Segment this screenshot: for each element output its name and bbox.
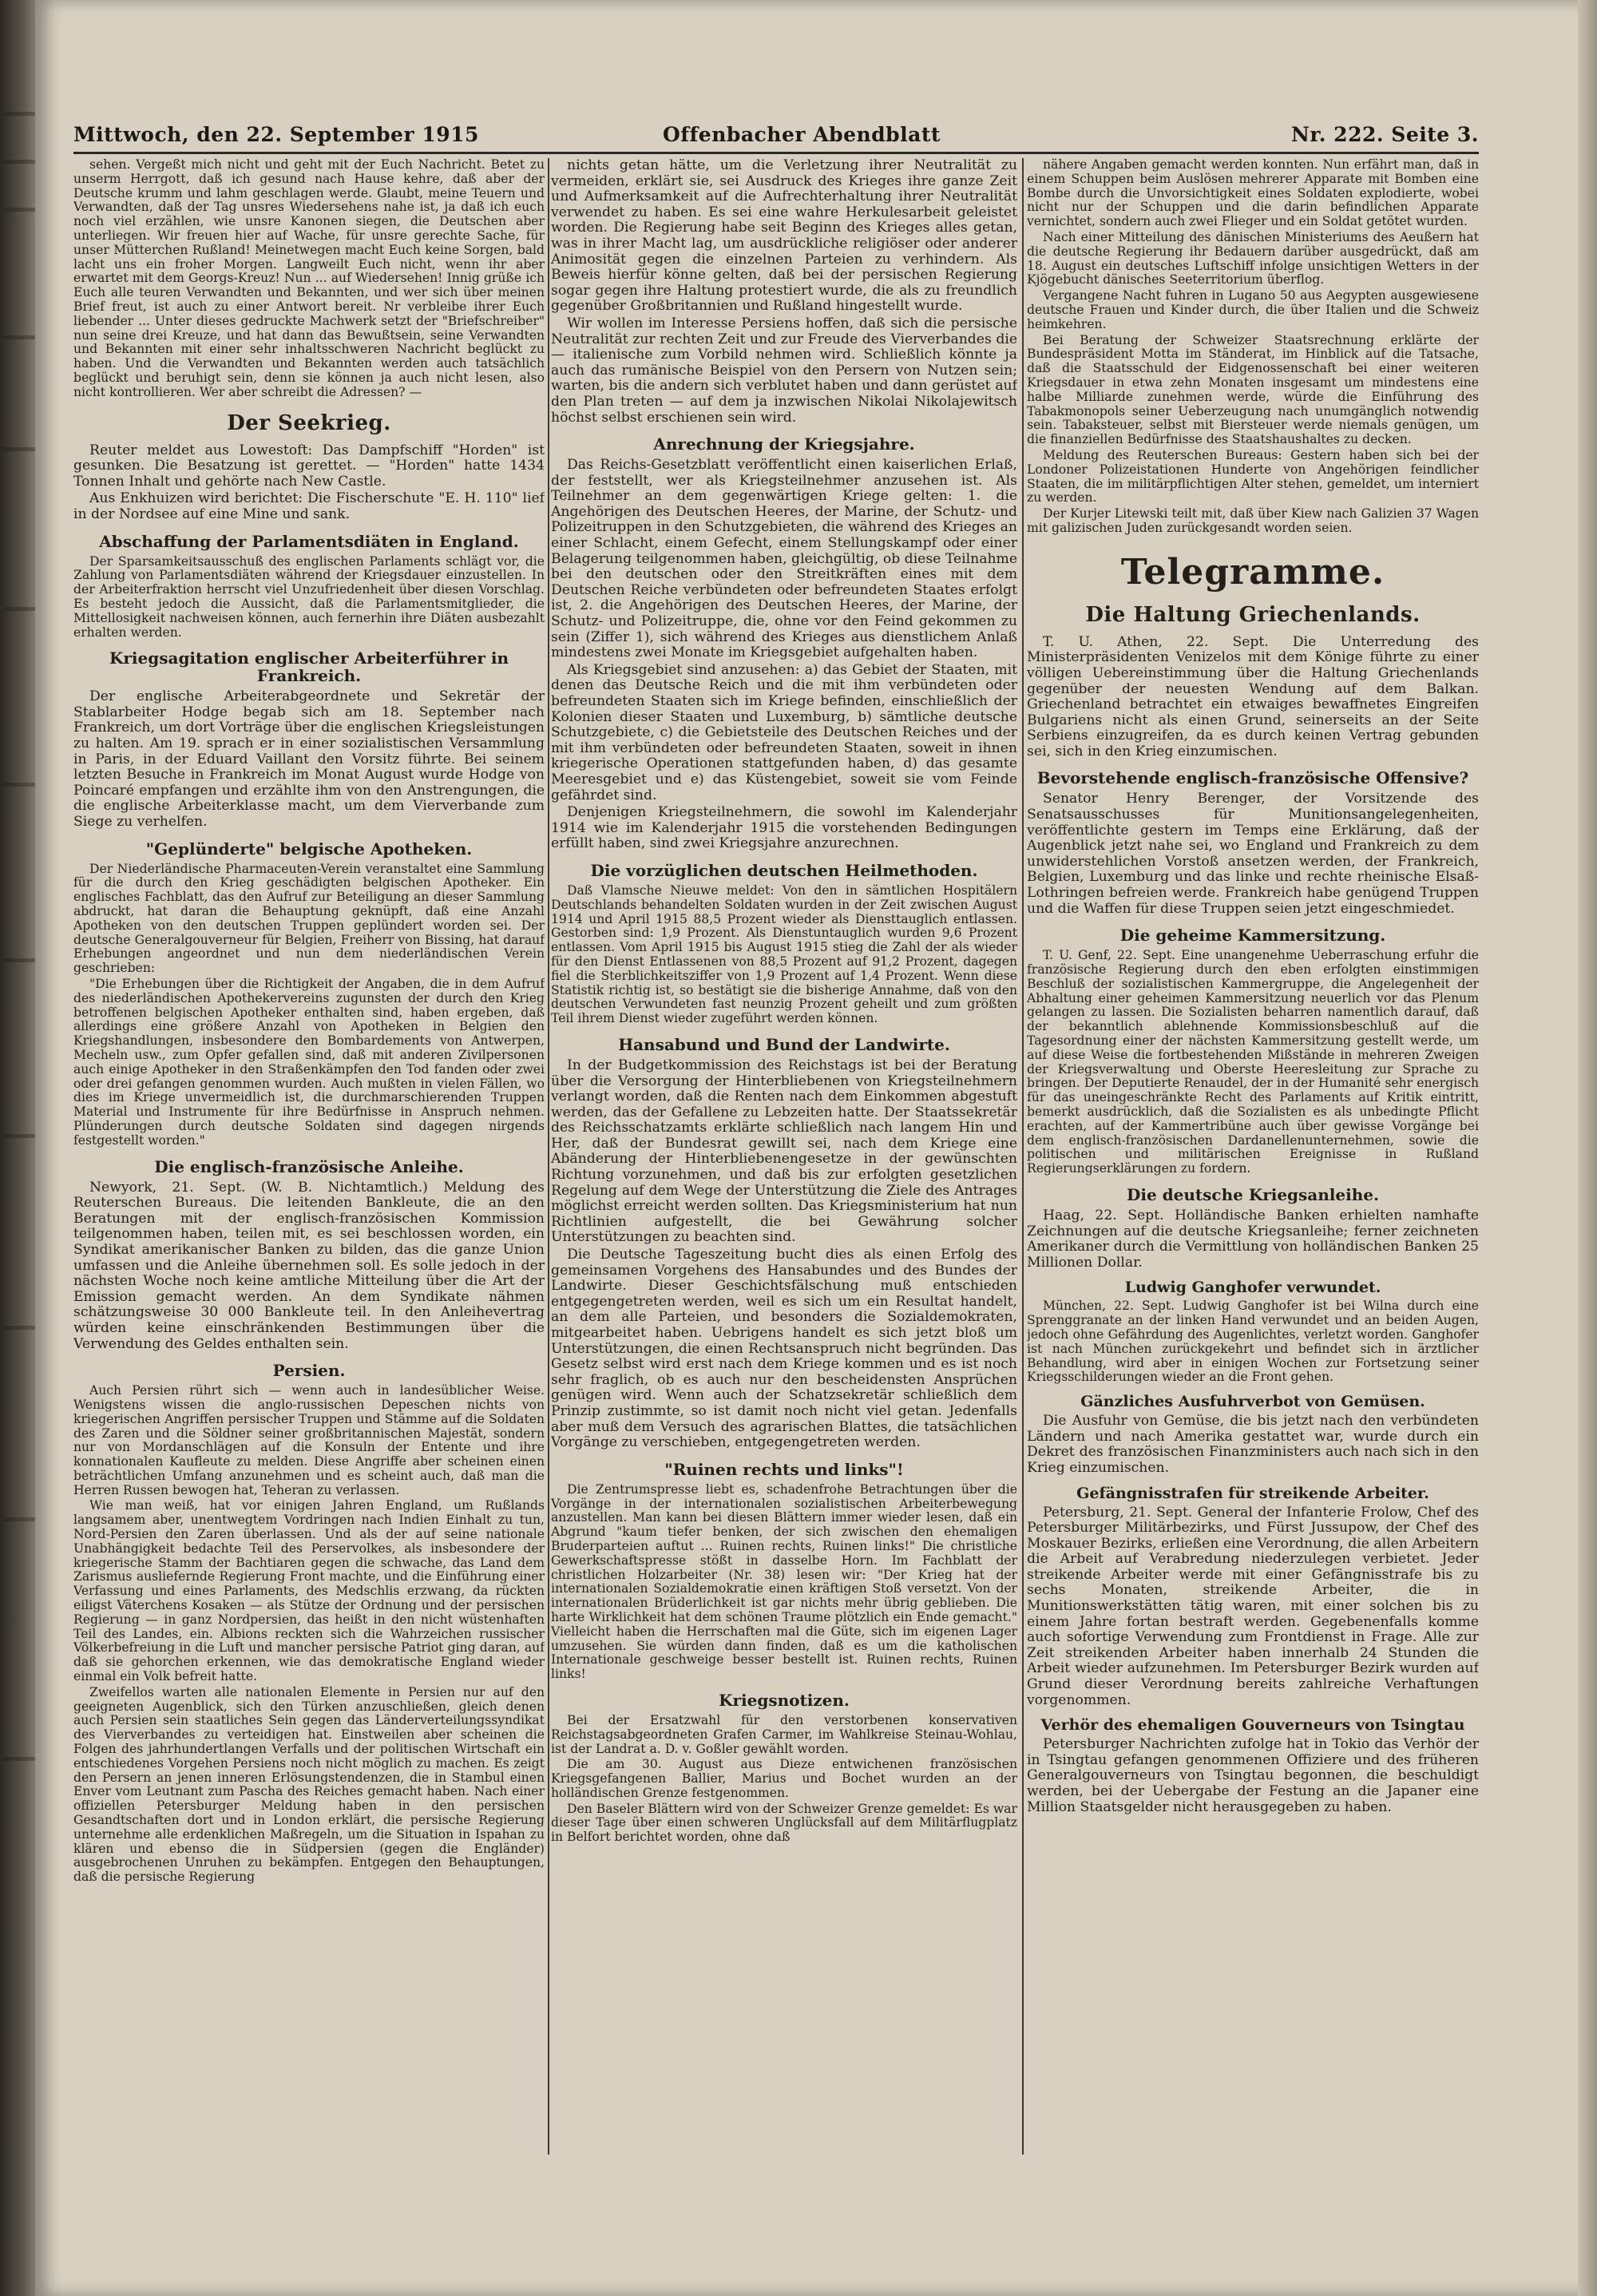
headline-kriegsanleihe: Die deutsche Kriegsanleihe. — [1127, 1184, 1379, 1204]
headline-ganghofer: Ludwig Ganghofer verwundet. — [1124, 1279, 1381, 1297]
paragraph: Der Kurjer Litewski teilt mit, daß über Kiew nach Galizien 37 Wagen mit galizischen Juden zurückgesandt worden seien. — [1027, 506, 1479, 535]
headline-seekrieg: Der Seekrieg. — [227, 410, 391, 435]
header-date: Mittwoch, den 22. September 1915 — [73, 123, 479, 146]
header-page-number: Nr. 222. Seite 3. — [1291, 123, 1479, 146]
headline-apotheken: "Geplünderte" belgische Apotheken. — [145, 839, 473, 859]
paragraph: Die Deutsche Tageszeitung bucht dies als einen Erfolg des gemeinsamen Vorgehens des Hansabundes und des Bundes der Landwirte. Dieser Geschichtsfälschung muß entschieden entgegengetreten werden, weil es sich um ein Resultat handelt, an dem alle Parteien, und besonders die Sozialdemokraten, mitgearbeitet haben. Uebrigens handelt es sich jetzt bloß um Unterstützungen, die einen Rechtsanspruch nicht begründen. Das Gesetz selbst wird erst nach dem Kriege kommen und es ist noch sehr fraglich, ob es auch nur den bescheidensten Ansprüchen genügen wird. Wenn auch der Schatzsekretär schließlich dem Prinzip zustimmte, so ist damit noch nicht viel getan. Jedenfalls aber muß dem Versuch des agrarischen Blattes, die tatsächlichen Vorgänge zu verschieben, entgegengetreten werden. — [551, 1247, 1017, 1451]
paragraph: Wir wollen im Interesse Persiens hoffen, daß sich die persische Neutralität zur rechten Zeit und zur Freude des Vierverbandes die — italienische zum Vorbild nehmen wird. Schließlich könnte ja auch das rumänische Beispiel von den Persern von Nutzen sein; warten, bis die andern sich verblutet haben und dann gerüstet auf den Plan treten — auf dem ja inzwischen Nikolai Nikolajewitsch höchst selbst erschienen sein wird. — [551, 315, 1017, 426]
paragraph: "Die Erhebungen über die Richtigkeit der Angaben, die in dem Aufruf des niederländischen Apothekervereins zugunsten der durch den Krieg betroffenen belgischen Apotheker enthalten sind, haben ergeben, daß allerdings eine größere Anzahl von Apotheken in Belgien den Kriegshandlungen, insbesondere den Bombardements von Antwerpen, Mecheln usw., zum Opfer gefallen sind, daß mit anderen Zivilpersonen auch einige Apotheker in den Straßenkämpfen den Tod fanden oder zwei oder drei gefangen genommen wurden. Auch mußten in vielen Fällen, wo dies im Kriege unvermeidlich ist, die durchmarschierenden Truppen Material und Instrumente für ihre Bedürfnisse in Anspruch nehmen. Plünderungen durch deutsche Soldaten sind dagegen nirgends festgestellt worden." — [73, 977, 545, 1148]
article-continuation: nähere Angaben gemacht werden konnten. Nun erfährt man, daß in einem Schuppen beim Auslösen mehrerer Apparate mit Bomben eine Bombe durch die Unvorsichtigkeit eines Soldaten explodierte, wobei nicht nur der Schuppen und die darin befindlichen Apparate vernichtet, sondern auch zwei Flieger und ein Soldat getötet wurden. — [1027, 158, 1479, 229]
paragraph: Wie man weiß, hat vor einigen Jahren England, um Rußlands langsamem aber, unentwegtem Vordringen nach Indien Einhalt zu tun, Nord-Persien den Zaren überlassen. Und als der auf seine nationale Unabhängigkeit bedachte Teil des Perservolkes, als insbesondere der kriegerische Stamm der Bachtiaren gegen die schwache, das Land dem Zarismus ausliefernde Regierung Front machte, und die Einführung einer Verfassung und eines Parlaments, des Medschlis erzwang, da rückten eiligst Väterchens Kosaken — als Stütze der Ordnung und der persischen Regierung — in ganz Nordpersien, das heißt in den nicht wüstenhaften Teil des Landes, ein. Albions reckten sich die Wahrzeichen russischer Völkerbefreiung in die Luft und mancher persische Patriot ging daran, auf daß sie gehorchen erkennen, wie das demokratische England wieder einmal ein Volk befreit hatte. — [73, 1498, 545, 1684]
headline-persien: Persien. — [272, 1361, 346, 1381]
paragraph: München, 22. Sept. Ludwig Ganghofer ist bei Wilna durch eine Sprenggranate an der linken Hand verwundet und an beiden Augen, jedoch ohne Gefährdung des Augenlichtes, verletzt worden. Ganghofer ist nach München zurückgekehrt und befindet sich in ärztlicher Behandlung, wird aber in einigen Wochen zur Fortsetzung seiner Kriegsschilderungen wieder an die Front gehen. — [1027, 1299, 1479, 1385]
paragraph: Bei Beratung der Schweizer Staatsrechnung erklärte der Bundespräsident Motta im Ständerat, im Hinblick auf die Tatsache, daß die Staatsschuld der Eidgenossenschaft bei einer weiteren Kriegsdauer in etwa zehn Monaten insgesamt um mindestens eine halbe Milliarde zunehmen werde, würde die Einführung des Tabakmonopols seiner Ueberzeugung nach unumgänglich notwendig sein. Tabaksteuer, selbst mit Biersteuer werde niemals genügen, um die finanziellen Bedürfnisse des Staatshaushaltes zu decken. — [1027, 332, 1479, 447]
paragraph: Daß Vlamsche Nieuwe meldet: Von den in sämtlichen Hospitälern Deutschlands behandelten Soldaten wurden in der Zeit zwischen August 1914 und April 1915 88,5 Prozent wieder als Diensttauglich entlassen. Gestorben sind: 1,9 Prozent. Als Dienstuntauglich wurden 9,6 Prozent entlassen. Vom April 1915 bis August 1915 stieg die Zahl der als wieder für den Dienst Entlassenen von 88,5 Prozent auf 91,2 Prozent, dagegen fiel die Sterblichkeitsziffer von 1,9 Prozent auf 1,4 Prozent. Wenn diese Statistik richtig ist, so bestätigt sie die bisherige Annahme, daß von den deutschen Verwundeten fast neunzig Prozent geheilt und zum größten Teil ihrem Dienst wieder zugeführt werden können. — [551, 882, 1017, 1026]
column-3 — [1027, 158, 1479, 2171]
paragraph: Petersburger Nachrichten zufolge hat in Tokio das Verhör der in Tsingtau gefangen genommenen Offiziere und des früheren Generalgouverneurs von Tsingtau begonnen, die beschuldigt werden, bei der Uebergabe der Festung an die Japaner eine Million Staatsgelder nicht herausgegeben zu haben. — [1027, 1736, 1479, 1815]
section-title-telegramme: Telegramme. — [1120, 551, 1385, 593]
page-header — [73, 117, 1479, 155]
headline-tsingtau: Verhör des ehemaligen Gouverneurs von Tsingtau — [1040, 1716, 1465, 1735]
headline-anleihe: Die englisch-französische Anleihe. — [154, 1156, 464, 1176]
headline-heilmethoden: Die vorzüglichen deutschen Heilmethoden. — [590, 860, 978, 880]
column-rule-2 — [1022, 158, 1024, 2155]
headline-kriegsjahre: Anrechnung der Kriegsjahre. — [653, 434, 915, 454]
header-newspaper-name: Offenbacher Abendblatt — [663, 123, 941, 146]
paragraph: T. U. Genf, 22. Sept. Eine unangenehme Ueberraschung erfuhr die französische Regierung durch den eben erfolgten einstimmigen Beschluß der sozialistischen Kammergruppe, die Angelegenheit der Abhaltung einer geheimen Kammersitzung neuerlich vor das Plenum gelangen zu lassen. Die Sozialisten beharren namentlich darauf, daß der bekanntlich ablehnende Kommissionsbeschluß auf die Tagesordnung einer der nächsten Kammersitzung gestellt werde, um auf diese Weise die fortbestehenden Mißstände in mehreren Zweigen der Kriegsverwaltung und Oberste Heeresleitung zur Sprache zu bringen. Der Deputierte Renaudel, der in der Humanité sehr energisch für das uneingeschränkte Recht des Parlaments auf Kritik eintritt, bemerkt ausdrücklich, daß die Sozialisten es als unbedingte Pflicht erachten, auf der Kammertribüne auch über gewisse Vorgänge bei dem englisch-französischen Dardanellenunternehmen, sowie die politischen und militärischen Ereignisse in Rußland Regierungserklärungen zu fordern. — [1027, 948, 1479, 1176]
previous-page-edge — [0, 0, 38, 2296]
paragraph: Auch Persien rührt sich — wenn auch in landesüblicher Weise. Wenigstens wissen die anglo-russischen Depeschen nichts von kriegerischen Angriffen persischer Truppen und Stämme auf die Soldaten des Zaren und die Söldner seiner großbritannischen Majestät, sondern nur von Mordanschlägen auf die Konsuln der Entente und ihre konnationalen Kaufleute zu melden. Diese Angriffe aber scheinen einen beträchtlichen Umfang anzunehmen und es scheint auch, daß man die Herren Russen bewogen hat, Teheran zu verlassen. — [73, 1383, 545, 1497]
paragraph: Nach einer Mitteilung des dänischen Ministeriums des Aeußern hat die deutsche Regierung ihr Bedauern darüber ausgedrückt, daß am 18. August ein deutsches Luftschiff infolge unsichtigen Wetters in der Kjögebucht dänisches Seeterritorium überflog. — [1027, 229, 1479, 287]
headline-kriegsnotizen: Kriegsnotizen. — [719, 1690, 850, 1710]
column-2 — [551, 158, 1017, 2171]
paragraph: Der Sparsamkeitsausschuß des englischen Parlaments schlägt vor, die Zahlung von Parlamentsdiäten während der Kriegsdauer einzustellen. In der Arbeiterfraktion herrscht viel Unzufriedenheit über diesen Vorschlag. Es besteht jedoch die Aussicht, daß die Parlamentsmitglieder, die Mittellosigkeit nachweisen können, auch fernerhin ihre Diäten ausbezahlt erhalten werden. — [73, 553, 545, 640]
paragraph: Der Niederländische Pharmaceuten-Verein veranstaltet eine Sammlung für die durch den Krieg geschädigten belgischen Apotheker. Ein englisches Fachblatt, das den Aufruf zur Beteiligung an dieser Sammlung abdruckt, hat daran die Behauptung geknüpft, daß eine Anzahl Apotheken von den deutschen Truppen geplündert worden sei. Der deutsche Generalgouverneur für Belgien, Freiherr von Bissing, hat darauf Erhebungen angeordnet und nun dem niederländischen Verein geschrieben: — [73, 861, 545, 976]
paragraph: Petersburg, 21. Sept. General der Infanterie Frolow, Chef des Petersburger Militärbezirks, und Fürst Jussupow, der Chef des Moskauer Bezirks, erließen eine Verordnung, die allen Arbeitern die Arbeit auf Verabredung niederzulegen verbietet. Jeder streikende Arbeiter werde mit einer Gefängnisstrafe bis zu sechs Monaten, streikende Arbeiter, die in Munitionswerkstätten tätig waren, mit einer solchen bis zu einem Jahre fortan bestraft werden. Gegebenenfalls komme auch sofortige Verwendung zum Frontdienst in Frage. Alle zur Zeit streikenden Arbeiter haben innerhalb 24 Stunden die Arbeit wieder aufzunehmen. Im Petersburger Bezirk wurden auf Grund dieser Verordnung bereits zahlreiche Verhaftungen vorgenommen. — [1027, 1504, 1479, 1708]
headline-griechenland: Die Haltung Griechenlands. — [1085, 602, 1421, 627]
headline-parlamentsdiaeten: Abschaffung der Parlamentsdiäten in England. — [99, 531, 519, 551]
paragraph: Den Baseler Blättern wird von der Schweizer Grenze gemeldet: Es war dieser Tage über einen schweren Unglücksfall auf dem Militärflugplatz in Belfort berichtet worden, ohne daß — [551, 1801, 1017, 1845]
headline-ausfuhrverbot: Gänzliches Ausfuhrverbot von Gemüsen. — [1080, 1393, 1425, 1411]
paragraph: Denjenigen Kriegsteilnehmern, die sowohl im Kalenderjahr 1914 wie im Kalenderjahr 1915 die vorstehenden Bedingungen erfüllt haben, sind zwei Kriegsjahre anzurechnen. — [551, 804, 1017, 852]
paragraph: Das Reichs-Gesetzblatt veröffentlicht einen kaiserlichen Erlaß, der feststellt, wer als Kriegsteilnehmer anzusehen ist. Als Teilnehmer an dem gegenwärtigen Kriege gelten: 1. die Angehörigen des Deutschen Heeres, der Marine, der Schutz- und Polizeitruppen in den Schutzgebieten, die während des Krieges an einer Schlacht, einem Gefecht, einem Stellungskampf oder einer Belagerung teilgenommen haben, gleichgültig, ob diese Teilnahme bei den deutschen oder den Streitkräften eines mit dem Deutschen Reiche verbündeten oder befreundeten Staates erfolgt ist, 2. die Angehörigen des Deutschen Heeres, der Marine, der Schutz- und Polizeitruppe, die, ohne vor den Feind gekommen zu sein (Ziffer 1), sich während des Krieges aus dienstlichem Anlaß mindestens zwei Monate im Kriegsgebiet aufgehalten haben. — [551, 457, 1017, 661]
column-1 — [73, 158, 545, 2171]
headline-kammersitzung: Die geheime Kammersitzung. — [1119, 926, 1386, 946]
headline-ruinen: "Ruinen rechts und links"! — [664, 1459, 904, 1479]
paragraph: Aus Enkhuizen wird berichtet: Die Fischerschute "E. H. 110" lief in der Nordsee auf eine Mine und sank. — [73, 490, 545, 522]
paragraph: Die am 30. August aus Dieze entwichenen französischen Kriegsgefangenen Ballier, Marius und Bochet wurden an der holländischen Grenze festgenommen. — [551, 1757, 1017, 1800]
paragraph: Bei der Ersatzwahl für den verstorbenen konservativen Reichstagsabgeordneten Grafen Carmer, im Wahlkreise Steinau-Wohlau, ist der Landrat a. D. v. Goßler gewählt worden. — [551, 1712, 1017, 1756]
paragraph: Newyork, 21. Sept. (W. B. Nichtamtlich.) Meldung des Reuterschen Bureaus. Die leitenden Bankleute, die an den Beratungen mit der englisch-französischen Kommission teilgenommen haben, teilen mit, es sei beschlossen worden, ein Syndikat amerikanischer Banken zu bilden, das die ganze Union umfassen und die Anleihe übernehmen soll. Es solle jedoch in der nächsten Woche noch keine amtliche Mitteilung über die Art der Emission gemacht werden. An dem Syndikate nähmen schätzungsweise 30 000 Bankleute teil. In den Anleihevertrag würden keine einschränkenden Bestimmungen über die Verwendung des Geldes enthalten sein. — [73, 1179, 545, 1352]
page-edge — [1578, 0, 1597, 2296]
paragraph: In der Budgetkommission des Reichstags ist bei der Beratung über die Versorgung der Hinterbliebenen von Kriegsteilnehmern verlangt worden, daß die Renten nach dem Einkommen abgestuft werden, das der Gefallene zu Lebzeiten hatte. Der Staatssekretär des Reichsschatzamts erklärte schließlich nach langem Hin und Her, daß der Bundesrat gewillt sei, nach dem Kriege eine Abänderung der Hinterbliebenengesetze in der gewünschten Richtung vorzunehmen, und daß bis zur erfolgten gesetzlichen Regelung auf dem Wege der Unterstützung die Ziele des Antrages möglichst erreicht werden sollten. Das Kriegsministerium hat nun Richtlinien aufgestellt, die bei Gewährung solcher Unterstützungen zu beachten sind. — [551, 1057, 1017, 1246]
paragraph: Als Kriegsgebiet sind anzusehen: a) das Gebiet der Staaten, mit denen das Deutsche Reich und die mit ihm verbündeten oder befreundeten Staaten sich im Kriege befinden, einschließlich der Kolonien dieser Staaten und Luxemburg, b) sämtliche deutsche Schutzgebiete, c) die Gebietsteile des Deutschen Reiches und der mit ihm verbündeten oder befreundeten Staaten, soweit in ihnen kriegerische Operationen stattgefunden haben, d) das gesamte Meeresgebiet und e) das Küstengebiet, soweit sie vom Feinde gefährdet sind. — [551, 661, 1017, 803]
article-continuation: nichts getan hätte, um die Verletzung ihrer Neutralität zu vermeiden, erklärt sie, sei Ausdruck des Krieges ihre ganze Zeit und Aufmerksamkeit auf die Aufrechterhaltung ihrer Neutralität verwendet zu haben. Es sei eine wahre Herkulesarbeit geleistet worden. Die Regierung habe seit Beginn des Krieges alles getan, was in ihrer Macht lag, um ausdrückliche religiöser oder anderer Animosität gegen die einzelnen Parteien zu verhindern. Als Beweis hierfür könne gelten, daß bei der persischen Regierung sogar gegen ihre Haltung protestiert wurde, die als zu freundlich gegenüber Großbritannien und Rußland hingestellt wurde. — [551, 158, 1017, 315]
headline-hansabund: Hansabund und Bund der Landwirte. — [618, 1034, 950, 1054]
headline-offensive: Bevorstehende englisch-französische Offensive? — [1036, 768, 1469, 788]
paragraph: Der englische Arbeiterabgeordnete und Sekretär der Stablarbeiter Hodge begab sich am 18. September nach Frankreich, um dort Vorträge über die englischen Kriegsleistungen zu halten. Am 19. sprach er in einer sozialistischen Versammlung in Paris, in der Eduard Vaillant den Vorsitz führte. Bei seinem letzten Besuche in Frankreich im Monat August wurde Hodge von Poincaré empfangen und erzählte ihm von den Anstrengungen, die die englische Arbeiterklasse macht, um dem Vierverbande zum Siege zu verhelfen. — [73, 688, 545, 831]
paragraph: Senator Henry Berenger, der Vorsitzende des Senatsausschusses für Munitionsangelegenheiten, veröffentlichte gestern im Temps eine Erklärung, daß der Augenblick jetzt nahe sei, wo England und Frankreich zu dem unwiderstehlichen Vorstoß ansetzen werden, der Frankreich, Belgien, Luxemburg und das linke und rechte rheinische Elsaß-Lothringen befreien werde. Frankreich habe genügend Truppen und die Waffen für diese Truppen seien jetzt eingeschmiedet. — [1027, 791, 1479, 917]
paragraph: Vergangene Nacht fuhren in Lugano 50 aus Aegypten ausgewiesene deutsche Frauen und Kinder durch, die über Italien und die Schweiz heimkehren. — [1027, 288, 1479, 331]
paragraph: Reuter meldet aus Lowestoft: Das Dampfschiff "Horden" ist gesunken. Die Besatzung ist gerettet. — "Horden" hatte 1434 Tonnen Inhalt und gehörte nach New Castle. — [73, 442, 545, 490]
paragraph: Zweifellos warten alle nationalen Elemente in Persien nur auf den geeigneten Augenblick, sich den Türken anzuschließen, gleich denen auch Persien sein staatliches Sein gegen das Länderverteilungssyndikat des Vierverbandes zu verteidigen hat. Einstweilen aber scheinen die Folgen des jahrhundertlangen Verfalls und der politischen Wirtschaft ein entschiedenes Vorgehen Persiens noch nicht möglich zu machen. Es zeigt den Persern an jenen inneren Erlösungstendenzen, die in Stambul einen Enver vom Leutnant zum Pascha des Reiches gemacht haben. Nach einer offiziellen Petersburger Meldung haben in den persischen Gesandtschaften dort und in London erklärt, die persische Regierung unternehme alle erdenklichen Maßregeln, um die Situation in Ispahan zu klären und ebenso die in Südpersien (gegen die Engländer) ausgebrochenen Unruhen zu bekämpfen. Entgegen den Behauptungen, daß die persische Regierung — [73, 1684, 545, 1885]
header-rule — [73, 152, 1479, 154]
article-continuation: sehen. Vergeßt mich nicht und geht mit der Euch Nachricht. Betet zu unserm Herrgott, daß ich gesund nach Hause kehre, daß aber der Deutsche krumm und lahm geschlagen werde. Glaubt, meine Teuern und Verwandten, daß der Tag unsres Wiedersehens nahe ist, ja daß ich euch noch viel erzählen, wie unsre Kanonen siegen, die Deutschen aber unterliegen. Wir freuen hier auf Wache, für unsre gerechte Sache, für unser Mütterchen Rußland! Meinetwegen macht Euch keine Sorgen, bald lacht uns ein froher Morgen. Langweilt Euch nicht, wenn ihr aber erwartet mit dem Georgs-Kreuz! Nun ... auf Wiedersehen! Innig grüße ich Euch alle teuren Verwandten und Bekannten, und wer sich über meinen Brief freut, ist auch zu einer Antwort bereit. Nr verbleibe ihrer Euch liebender ... Unter dieses gedruckte Machwerk setzt der "Briefschreiber" nun seine drei Kreuze, und hat dann das Bewußtsein, seine Verwandten und Bekannten mit einer sehr inhaltsschweren Nachricht beglückt zu haben. Und die Verwandten und Bekannten werden auch tatsächlich beglückt und beruhigt sein, denn sie können ja auch nicht lesen, also nicht kontrollieren. Wer aber schreibt die Adressen? — — [73, 158, 545, 399]
paragraph: T. U. Athen, 22. Sept. Die Unterredung des Ministerpräsidenten Venizelos mit dem Könige führte zu einer völligen Uebereinstimmung über die Haltung Griechenlands gegenüber der neuesten Wendung auf dem Balkan. Griechenland betrachtet ein etwaiges bewaffnetes Eingreifen Bulgariens nicht als einen Grund, seinerseits an der Seite Serbiens einzugreifen, da es durch keinen Vertrag gebunden sei, sich in den Krieg einzumischen. — [1027, 633, 1479, 759]
column-rule-1 — [548, 158, 549, 2155]
paragraph: Meldung des Reuterschen Bureaus: Gestern haben sich bei der Londoner Polizeistationen Hunderte von Angehörigen feindlicher Staaten, die im militärpflichtigen Alter stehen, gemeldet, um interniert zu werden. — [1027, 447, 1479, 506]
paragraph: Die Ausfuhr von Gemüse, die bis jetzt nach den verbündeten Ländern und nach Amerika gestattet war, wurde durch ein Dekret des französischen Finanzministers auch nach sich in den Krieg einzumischen. — [1027, 1413, 1479, 1476]
paragraph: Die Zentrumspresse liebt es, schadenfrohe Betrachtungen über die Vorgänge in der internationalen sozialistischen Arbeiterbewegung anzustellen. Man kann bei diesen Blättern immer wieder lesen, daß ein Abgrund "kaum tiefer benken, der sich zwischen den ehemaligen Bruderparteien auftut ... Ruinen rechts, Ruinen links!" Die christliche Gewerkschaftspresse stößt in dasselbe Horn. Im Fachblatt der christlichen Holzarbeiter (Nr. 38) lesen wir: "Der Krieg hat der internationalen Sozialdemokratie einen kräftigen Stoß versetzt. Von der internationalen Brüderlichkeit ist gar nichts mehr übrig geblieben. Die harte Wirklichkeit hat dem schönen Traume plötzlich ein Ende gemacht." Vielleicht haben die Herrschaften mal die Güte, sich im eigenen Lager umzusehen. Sie würden dann finden, daß es um die katholischen Internationale geschweige besser bestellt ist. Ruinen rechts, Ruinen links! — [551, 1481, 1017, 1682]
headline-kriegsagitation: Kriegsagitation englischer Arbeiterführer in Frankreich. — [109, 648, 509, 686]
paragraph: Haag, 22. Sept. Holländische Banken erhielten namhafte Zeichnungen auf die deutsche Kriegsanleihe; ferner zeichneten Amerikaner durch die Vermittlung von holländischen Banken 25 Millionen Dollar. — [1027, 1207, 1479, 1271]
headline-gefaengnisstrafen: Gefängnisstrafen für streikende Arbeiter. — [1076, 1484, 1429, 1502]
